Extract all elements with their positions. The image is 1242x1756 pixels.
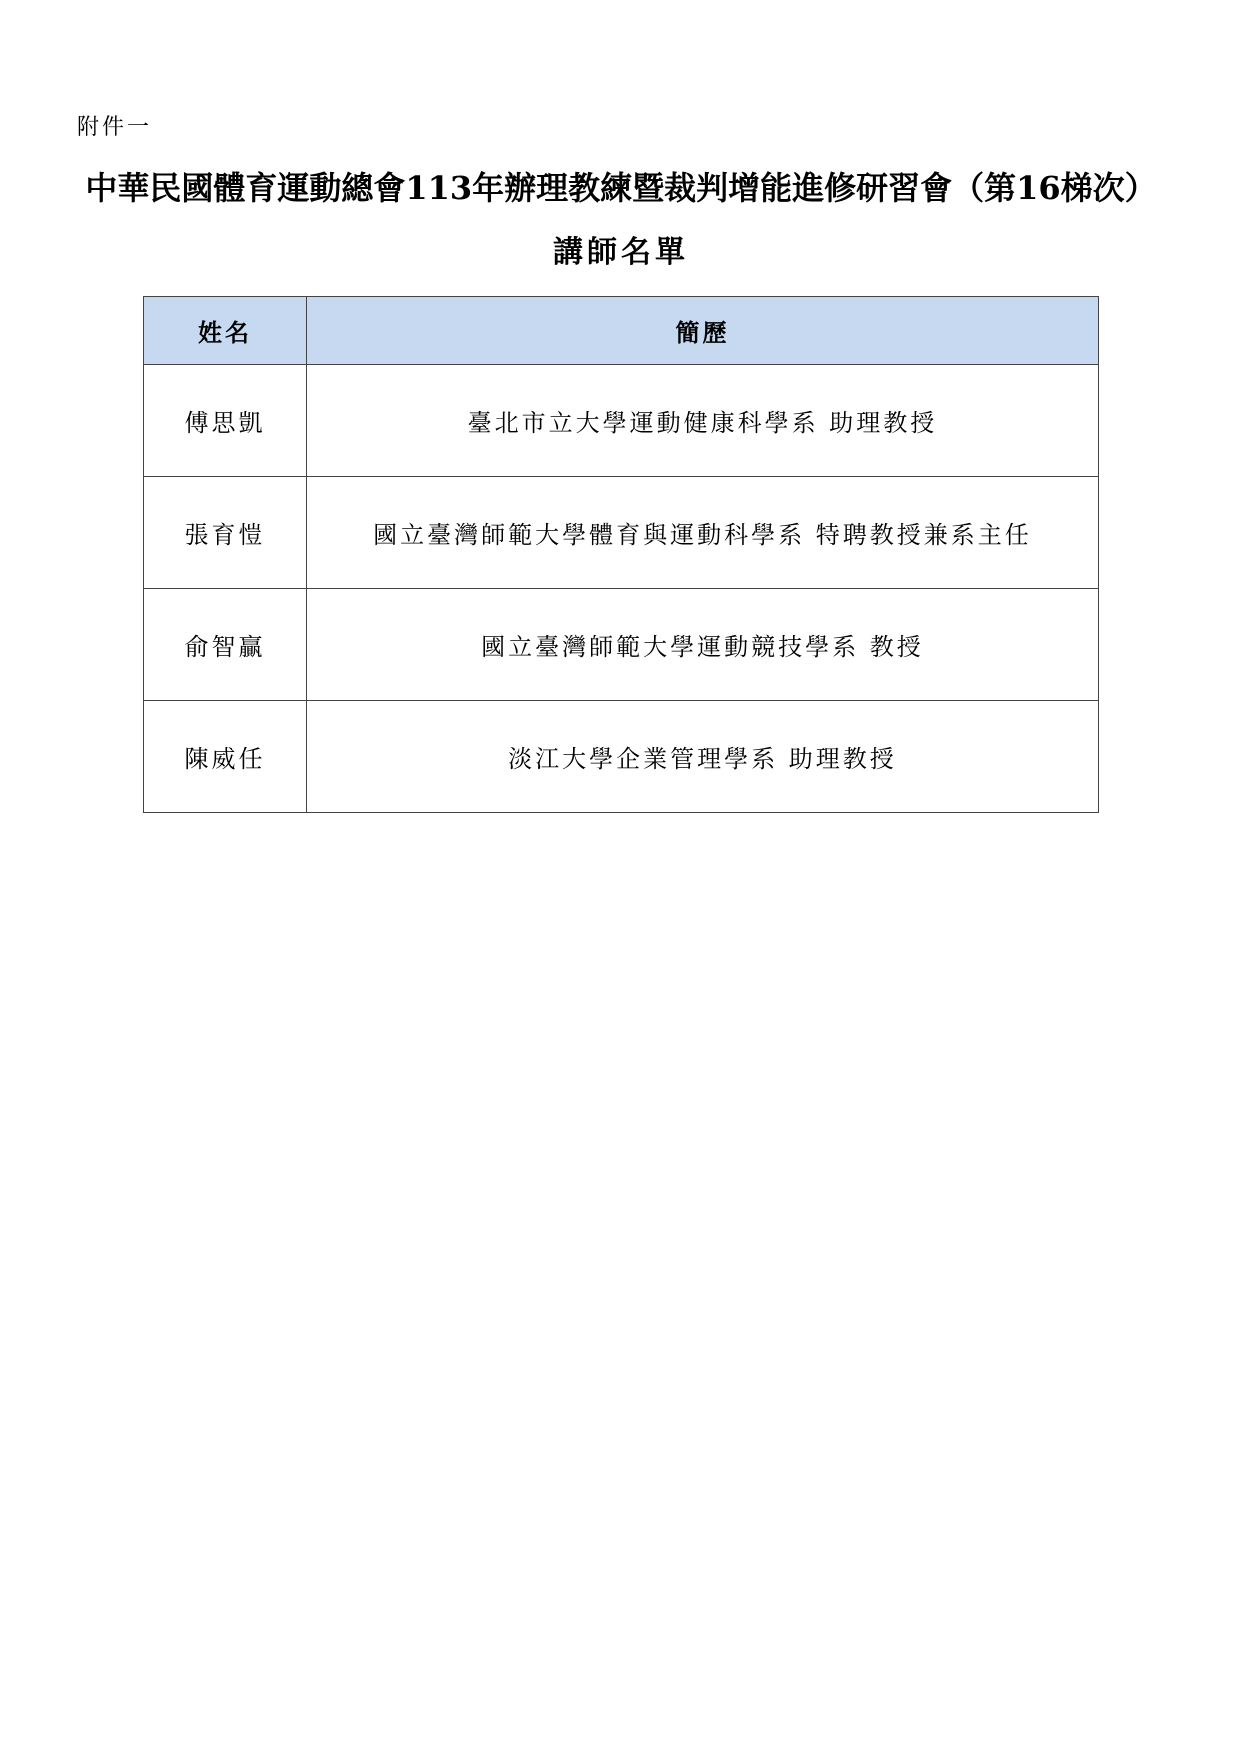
lecturer-bio: 國立臺灣師範大學體育與運動科學系 特聘教授兼系主任	[307, 477, 1099, 589]
lecturer-name: 傅思凱	[144, 365, 307, 477]
table-header-row	[144, 297, 1099, 365]
table-row	[144, 701, 1099, 813]
lecturer-bio: 國立臺灣師範大學運動競技學系 教授	[307, 589, 1099, 701]
lecturer-bio: 臺北市立大學運動健康科學系 助理教授	[307, 365, 1099, 477]
table-row	[144, 589, 1099, 701]
document-subtitle: 講師名單	[553, 235, 689, 270]
table-row	[144, 365, 1099, 477]
column-header-name: 姓名	[144, 297, 307, 365]
lecturer-table	[143, 296, 1099, 813]
lecturer-name: 俞智贏	[144, 589, 307, 701]
attachment-label: 附件一	[77, 115, 153, 140]
table-row	[144, 477, 1099, 589]
column-header-bio: 簡歷	[307, 297, 1099, 365]
document-title: 中華民國體育運動總會113年辦理教練暨裁判增能進修研習會（第16梯次）	[85, 169, 1157, 207]
lecturer-bio: 淡江大學企業管理學系 助理教授	[307, 701, 1099, 813]
lecturer-name: 張育愷	[144, 477, 307, 589]
lecturer-name: 陳威任	[144, 701, 307, 813]
